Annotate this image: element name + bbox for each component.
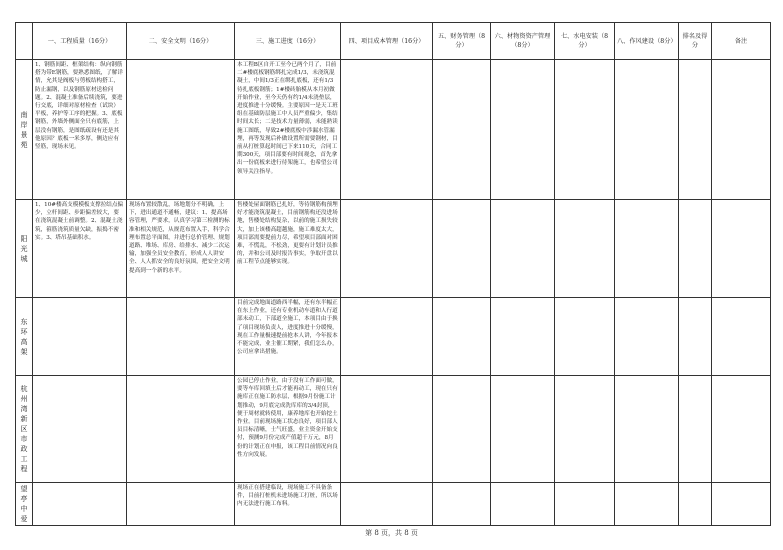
header-note: 备注: [712, 23, 771, 60]
material-cell: [491, 483, 555, 526]
note-cell: [712, 60, 771, 200]
project-name: 阳光城: [16, 200, 33, 298]
finance-cell: [433, 376, 491, 483]
header-project: [16, 23, 33, 60]
safety-cell: [127, 298, 235, 376]
cost-cell: [341, 483, 433, 526]
finance-cell: [433, 200, 491, 298]
material-cell: [491, 298, 555, 376]
table-row: [16, 200, 771, 298]
header-material: 六、材物资资产管理（8分）: [491, 23, 555, 60]
header-rank: 排名及得分: [679, 23, 712, 60]
project-name: 杭州湾新区市政工程: [16, 376, 33, 483]
material-cell: [491, 200, 555, 298]
project-name: 望亭中爱: [16, 483, 33, 526]
quality-cell: 1、钢筋间距、框架结构：纵向钢筋搭为带E钢筋，要熟悉图纸，了解详情，允其是阀板与剪板结构搭工，防止漏钢，以及钢筋原材送检问题。2、混凝土准备后续浇筑，要进行交底，详细对原材检查（试块）平板，养护等工序的把握。3、底板钢筋，外墙外侧面全只有底筋，上层没有钢筋，是图纸疏设有还是其他原因？底板一米多厚，侧边应有竖筋，现场未见。: [33, 60, 127, 200]
note-cell: [712, 376, 771, 483]
cost-cell: [341, 200, 433, 298]
quality-cell: [33, 376, 127, 483]
rank-cell: [679, 298, 712, 376]
header-quality: 一、工程质量（16分）: [33, 23, 127, 60]
style-cell: [615, 376, 679, 483]
page-footer: 第 8 页，共 8 页: [365, 529, 418, 537]
quality-cell: [33, 483, 127, 526]
safety-cell: [127, 483, 235, 526]
install-cell: [555, 376, 615, 483]
style-cell: [615, 483, 679, 526]
table-row: [16, 298, 771, 376]
safety-cell: [127, 376, 235, 483]
header-finance: 五、财务管理（8分）: [433, 23, 491, 60]
material-cell: [491, 376, 555, 483]
progress-cell: 目前完成地面道路西半幅，还有东半幅正在东上作业，还有专业机动车道和人行道部未动工，下部道全施工，本项目由于换了项目现场负责人，进度推进十分缓慢，现在工作量极速提前抢本人讲，今年报本不能完成，业主催工期紧，我们怎么办，公司应拿出措施。: [235, 298, 341, 376]
table-row: [16, 60, 771, 200]
header-style: 八、作风建设（8分）: [615, 23, 679, 60]
finance-cell: [433, 483, 491, 526]
rank-cell: [679, 200, 712, 298]
quality-cell: [33, 298, 127, 376]
install-cell: [555, 483, 615, 526]
header-progress: 三、施工进度（16分）: [235, 23, 341, 60]
style-cell: [615, 200, 679, 298]
cost-cell: [341, 376, 433, 483]
header-safety: 二、安全文明（16分）: [127, 23, 235, 60]
table-row: [16, 483, 771, 526]
rank-cell: [679, 376, 712, 483]
safety-cell: [127, 60, 235, 200]
rank-cell: [679, 60, 712, 200]
install-cell: [555, 60, 615, 200]
rank-cell: [679, 483, 712, 526]
progress-cell: 现场正在搭建临设，现场施工不具备条件，目前打桩机未进场施工打桩，所以场内无法进行施工布料。: [235, 483, 341, 526]
material-cell: [491, 60, 555, 200]
cost-cell: [341, 298, 433, 376]
project-name: 东环高架: [16, 298, 33, 376]
quality-cell: 1、10#楼高支模模板支撑拉结点偏少，立杆间距、步距偏差较大，要在浇筑混凝土前调整。2、混凝土浇筑，箍筋浇筑质量欠缺，振捣不密实。3、塔吊基础积水。: [33, 200, 127, 298]
install-cell: [555, 200, 615, 298]
header-row: [16, 23, 771, 60]
finance-cell: [433, 60, 491, 200]
style-cell: [615, 298, 679, 376]
note-cell: [712, 483, 771, 526]
note-cell: [712, 200, 771, 298]
safety-cell: 现场布置较散乱，场地划分不明确，上下，进出通道不通畅，建议：1、提高场容管理，严要求，认真学习第三检测的标准和相关规范，从规范布置入手，科学合理布置总平面图，并进行总价管理、规划道路、堆场、库房、给排水、减少二次运输，加强全员安全教育，形成人人讲安全、人人抓安全的良好氛围，把安全文明提高到一个新的水平。: [127, 200, 235, 298]
progress-cell: 售楼处屋面钢筋已扎好，等待钢筋构预埋好才能浇筑混凝土，目前钢筋构还没进场地，售楼处结构复杂，以前的施工损失较大，加上该楼高超越施，施工难度太大，项目部需要提前力尽，希望项目部面对困难，不慌乱，不松劲，更要有计划计员推的，并和公司及时报告事实，争取开盘以前工程节点能够实现。: [235, 200, 341, 298]
header-cost: 四、项目成本管理（16分）: [341, 23, 433, 60]
evaluation-table: [15, 22, 771, 526]
progress-cell: 本工程B区自开工至今已两个月了，目前二#楼底板钢筋绑扎完成1/3，未浇筑混凝土，中间1/3正在绑扎底板，还有1/3待扎底板钢筋；1#楼砖胎模从本月初做开始作业，至今天仍有约1/4未浇垫层，进度推进十分缓慢。主要原因一是天工班组在基础防层施工中人员严重偏少，集结时间太长；二是技术力量薄弱，未能熟读施工图纸，导致2#楼底板中涉漏水管漏埋，再等发现后补做设置所需要钢材，目前从打桩算起时间已下来110天，合同工期300天，项目部要有时间观念，首先拿出一份底板来进行待架施工，也希望公司领导关注指导。: [235, 60, 341, 200]
table-row: [16, 376, 771, 483]
cost-cell: [341, 60, 433, 200]
progress-cell: 公园已停止作业，由于没有工作面可做，要等车库回填土后才能再动工，现在只有施库正在施工防水层，根据9月份施工计划推动，9月底完成洗库库的3/4封顶，便于周材就转使用，康养地库也开始挖土作业。目前现场施工状态良好，项目部人员目标清晰，士气旺盛，业主资金开始支付，预测9月份完成产值超千万元，8月份的计划正在申报，该工程目前情况向良性方向发展。: [235, 376, 341, 483]
note-cell: [712, 298, 771, 376]
project-name: 南岸景苑: [16, 60, 33, 200]
style-cell: [615, 60, 679, 200]
header-install: 七、水电安装（8分）: [555, 23, 615, 60]
install-cell: [555, 298, 615, 376]
finance-cell: [433, 298, 491, 376]
